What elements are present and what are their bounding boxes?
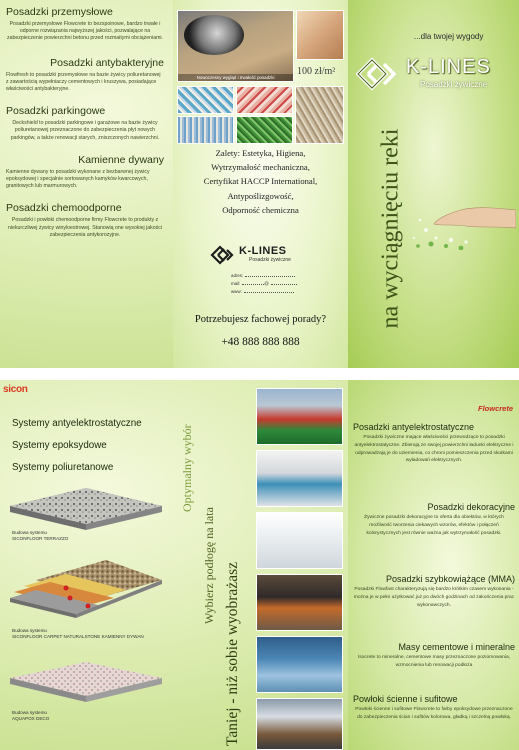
k-lines-logo-mark xyxy=(354,54,402,94)
logo-name: K-LINES xyxy=(406,56,491,78)
section-powloki xyxy=(353,694,515,722)
vertical-slogan: na wyciągnięciu reki xyxy=(377,128,404,329)
k-lines-logo-small xyxy=(209,244,319,266)
section-title: Posadzki szybkowiążące (MMA) xyxy=(385,574,515,584)
contact-form xyxy=(231,272,297,296)
sicon-logo: sicon xyxy=(3,384,28,395)
logo-name: K-LINES xyxy=(239,245,287,257)
vertical-text-taniej: Taniej - niż sobie wyobrażasz xyxy=(224,562,241,746)
front-left-column xyxy=(0,0,172,368)
back-left-column xyxy=(0,380,172,750)
section-text: Flowfresh to posadzki przemysłowe na bazie żywicy poliuretanowej z zawartością wypełniaczy cementowych i kruszywa, posiadające właściwości antybakteryjne. xyxy=(6,71,161,93)
section-title: Masy cementowe i mineralne xyxy=(398,642,515,652)
advantages-list xyxy=(173,146,348,217)
form-label: adres xyxy=(231,273,242,278)
section-text: Powłoki ścienne i sufitowe Flowcrete to farby epoksydowe przeznaczone do zabezpieczenia ścian i sufitów kolorowa, gładką i szczelną powłoką. xyxy=(355,707,513,720)
section-text: Posadzki Flowfast charakteryzują się bardzo krótkim czasem wykonania - można je w pełni użytkować już po dwóch godzinach od zakończenia prac wykonawczych. xyxy=(353,587,515,608)
flowcrete-logo: Flowcrete xyxy=(477,404,513,413)
advantage-line: Wytrzymałość mechaniczna, xyxy=(211,162,310,173)
form-row-mail: mail: @ xyxy=(231,280,297,288)
caption-line: SICONFLOOR CARPET NATURALSTONE KAMIENNY DYWAN xyxy=(12,634,144,639)
swatch-beige-stone xyxy=(295,86,344,144)
layer-caption-terrazzo xyxy=(12,530,68,542)
section-text: Isocrete to mineralne, cementowe masy przeznaczone poziomowania, wzmocnienia lub renowacji podłoża xyxy=(357,655,511,668)
logo-tagline: Posadzki żywiczne xyxy=(249,257,291,263)
k-lines-logo-big xyxy=(354,54,519,94)
section-szybkowiazace xyxy=(353,574,515,609)
section-text: Posadzki żywiczne mające właściwości przewodzące to posadzki antyelektrostatyczne. Zbierają ze swojej powierzchni ładunki elektryczne i odprowadzają je do uziemienia, co chroni pomieszczenia przed skutkami wyładowań elektrycznych. xyxy=(354,435,514,464)
photo-sports-hall xyxy=(256,636,343,693)
advice-question: Potrzebujesz fachowej porady? xyxy=(194,314,327,325)
caption-line: Budowa systemu xyxy=(12,530,47,535)
system-antyelektrostatyczne: Systemy antyelektrostatyczne xyxy=(12,418,142,429)
advantage-line: Certyfikat HACCP International, xyxy=(203,176,318,187)
photo-stadium xyxy=(256,388,343,445)
k-lines-logo-mark xyxy=(209,244,237,266)
section-text: Żywiczne posadzki dekoracyjne to oferta dla obiektów, w których możliwość tworzenia ciekawych wzorów, efektów i połączeń kolorystycznych jest równie ważna jak wytrzymałość posadzki. xyxy=(364,515,504,536)
vertical-text-wybierz: Wybierz podłogę na lata xyxy=(202,507,216,624)
front-sheet xyxy=(0,0,519,368)
layer-caption-aquapox xyxy=(12,710,49,722)
front-right-panel xyxy=(348,0,519,368)
section-posadzki-przemyslowe xyxy=(6,6,164,43)
form-line[interactable] xyxy=(242,284,264,285)
car-wheel-image xyxy=(184,15,244,55)
section-title: Kamienne dywany xyxy=(78,153,164,166)
back-right-panel xyxy=(348,380,519,750)
layer-diagram-terrazzo xyxy=(6,484,166,534)
caption-line: AQUAPOX DECO xyxy=(12,716,50,721)
section-kamienne-dywany xyxy=(6,154,164,191)
section-title: Powłoki ścienne i sufitowe xyxy=(353,694,458,704)
form-line[interactable] xyxy=(245,276,295,277)
section-title: Posadzki antybakteryjne xyxy=(50,56,164,69)
at-sign: @ xyxy=(264,281,269,286)
section-title: Posadzki dekoracyjne xyxy=(427,502,515,512)
section-text: Posadzki i powłoki chemoodporne firmy Flowcrete to produkty z niekurczliwej żywicy winyloestrowej. Stanowią one wysokiej jakości zabezpieczenia antykorozyjne. xyxy=(8,217,162,238)
photo-white-interior xyxy=(256,512,343,569)
form-label: www xyxy=(231,289,241,294)
back-vertical-slogans xyxy=(172,380,252,750)
layer-caption-carpet xyxy=(12,628,144,640)
photo-shop xyxy=(256,574,343,631)
swatch-red-flakes xyxy=(236,86,293,114)
swatch-blue-flakes xyxy=(177,86,234,114)
caption-line: Budowa systemu xyxy=(12,628,47,633)
section-title: Posadzki parkingowe xyxy=(6,105,106,118)
form-line[interactable] xyxy=(244,292,294,293)
section-antyelektrostatyczne xyxy=(353,422,515,465)
section-title: Posadzki chemoodporne xyxy=(6,202,122,215)
layer-diagram-aquapox xyxy=(6,658,166,708)
form-line[interactable] xyxy=(271,284,297,285)
floor-photo-interior xyxy=(296,10,344,60)
photo-blue-chairs xyxy=(256,450,343,507)
section-text: Posadzki przemysłowe Flowcrete to bezspoinowe, bardzo trwałe i odporne rozwiązania najwyższej jakości, pozwalające na zabezpieczenie powierzchni betonu przed rozmaitymi obciążeniami. xyxy=(7,21,163,42)
section-masy-cementowe xyxy=(353,642,515,670)
swatch-grey-blue xyxy=(177,116,234,144)
form-label: mail xyxy=(231,281,240,286)
phone-number[interactable]: +48 888 888 888 xyxy=(221,336,300,348)
swatch-green xyxy=(236,116,293,144)
section-text: Deckshield to posadzki parkingowe i garażowe na bazie żywicy poliuretanowej przeznaczone do zabezpieczenia płyt nowych parkingów, a także renowacji starych, zniszczonych nawierzchni. xyxy=(10,120,160,141)
page-gap xyxy=(0,368,519,380)
section-posadzki-parkingowe xyxy=(6,105,164,142)
section-title: Posadzki przemysłowe xyxy=(6,6,113,18)
advantage-line: Zalety: Estetyka, Higiena, xyxy=(215,148,306,158)
back-sheet xyxy=(0,380,519,750)
hand-water-image xyxy=(406,180,516,250)
section-dekoracyjne xyxy=(353,502,515,537)
form-row-www: www: xyxy=(231,288,297,296)
section-text: Kamienne dywany to posadzki wykonane z bezbarwnej żywicy epoksydowej i specjalnie sortowanych kamyków kwarcowych, granitowych lub marmurowych. xyxy=(6,168,150,190)
photo-caption: Nowoczesny wygląd i trwałość posadzki xyxy=(178,74,293,81)
section-posadzki-chemoodporne xyxy=(6,202,164,239)
system-poliuretanowe: Systemy poliuretanowe xyxy=(12,462,114,473)
advantage-line: Antypoślizgowość, xyxy=(227,190,294,201)
caption-line: Budowa systemu xyxy=(12,710,47,715)
photo-walls xyxy=(256,698,343,750)
form-row-address: adres: xyxy=(231,272,297,280)
layer-diagram-carpet xyxy=(6,550,166,620)
section-posadzki-antybakteryjne xyxy=(6,57,164,94)
vertical-text-optymalny: Optymalny wybór xyxy=(180,424,194,512)
advantage-line: Odporność chemiczna xyxy=(222,204,299,215)
system-epoksydowe: Systemy epoksydowe xyxy=(12,440,107,451)
slogan-top: ...dla twojej wygody xyxy=(414,32,484,41)
floor-photo-car xyxy=(177,10,294,82)
logo-tagline: Posadzki żywiczne xyxy=(420,80,488,89)
caption-line: SICONFLOOR TERRAZZO xyxy=(12,536,69,541)
price-label: 100 zł/m² xyxy=(297,66,336,77)
section-title: Posadzki antyelektrostatyczne xyxy=(353,422,475,432)
front-middle-panel xyxy=(173,0,348,368)
